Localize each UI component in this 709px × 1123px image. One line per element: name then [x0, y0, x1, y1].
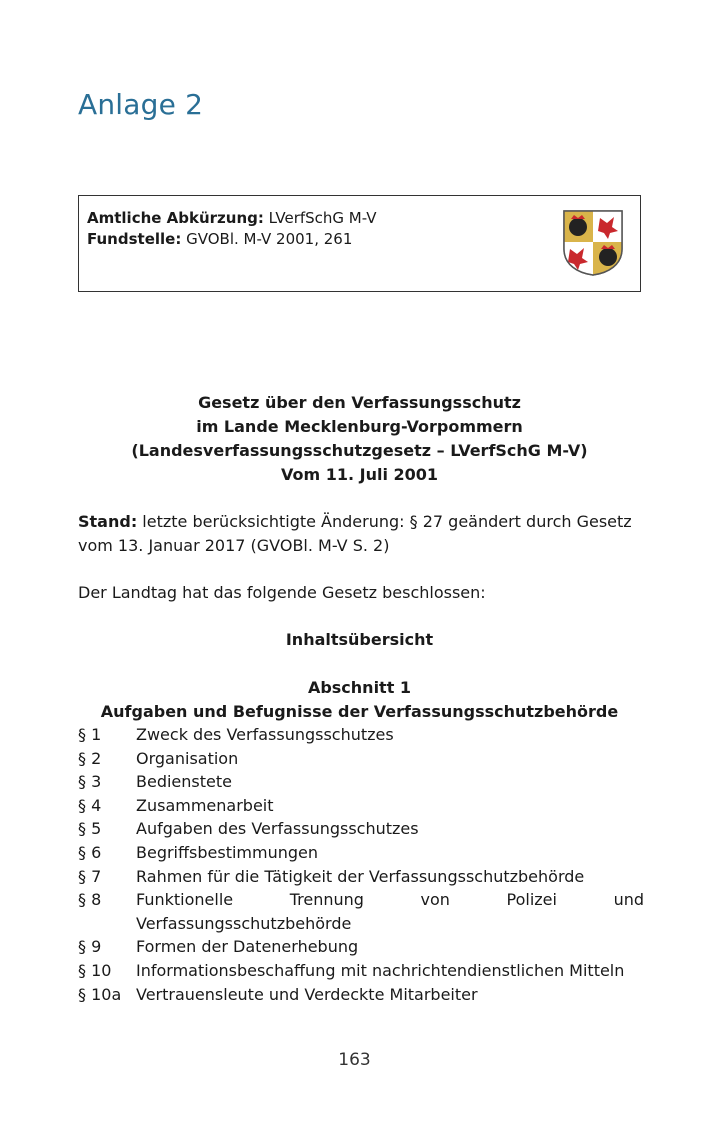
toc-item	[78, 723, 644, 747]
toc-item-text: Bedienstete	[136, 772, 232, 792]
toc-item-text: Begriffsbestimmungen	[136, 842, 319, 862]
status-text: letzte berücksichtigte Änderung: § 27 geändert durch Gesetz vom 13. Januar 2017 (GVOBl. M-V S. 2)	[78, 512, 632, 555]
toc-item-text: Zweck des Verfassungsschutzes	[136, 725, 394, 744]
amendment-status	[78, 510, 644, 558]
title-line-2: im Lande Mecklenburg-Vorpommern	[196, 417, 523, 436]
section-heading	[78, 676, 641, 724]
status-label: Stand:	[78, 512, 138, 531]
source-label: Fundstelle:	[87, 230, 182, 248]
page-heading: Anlage 2	[78, 88, 204, 121]
section-label: Abschnitt 1	[307, 678, 412, 697]
toc-item	[78, 935, 644, 959]
toc-item-number: § 5	[78, 819, 102, 839]
toc-item	[78, 983, 644, 1007]
abbreviation-label: Amtliche Abkürzung:	[87, 209, 264, 227]
law-title	[78, 391, 641, 487]
toc-item	[78, 959, 644, 983]
toc-item	[78, 794, 644, 818]
title-date: Vom 11. Juli 2001	[280, 465, 439, 484]
abbreviation-value: LVerfSchG M-V	[263, 209, 377, 227]
toc-item	[78, 817, 644, 841]
toc-list	[78, 723, 644, 1006]
official-abbreviation	[87, 208, 377, 228]
toc-item-number: § 7	[78, 866, 102, 886]
toc-item-number: § 6	[78, 842, 102, 862]
toc-item	[78, 841, 644, 865]
toc-item-number: § 9	[78, 937, 102, 957]
section-title: Aufgaben und Befugnisse der Verfassungsschutzbehörde	[100, 702, 619, 721]
toc-item	[78, 888, 644, 935]
toc-title: Inhaltsübersicht	[285, 630, 434, 649]
toc-item	[78, 865, 644, 889]
source-reference	[87, 229, 352, 249]
toc-item-text: Vertrauensleute und Verdeckte Mitarbeiter	[136, 984, 478, 1004]
source-value: GVOBl. M-V 2001, 261	[181, 230, 353, 248]
toc-item-text: Informationsbeschaffung mit nachrichtendienstlichen Mitteln	[136, 960, 625, 980]
title-line-3: (Landesverfassungsschutzgesetz – LVerfSchG M-V)	[131, 441, 588, 460]
toc-item-number: § 3	[78, 772, 102, 792]
coat-of-arms-icon	[562, 209, 624, 277]
enactment-clause: Der Landtag hat das folgende Gesetz beschlossen:	[78, 583, 486, 602]
toc-item-number: § 1	[78, 725, 102, 744]
toc-item-text: Aufgaben des Verfassungsschutzes	[136, 819, 419, 839]
toc-item	[78, 770, 644, 794]
title-line-1: Gesetz über den Verfassungsschutz	[198, 393, 521, 412]
toc-item-text: Zusammenarbeit	[136, 795, 274, 815]
toc-item-number: § 2	[78, 748, 102, 768]
toc-item-text: Organisation	[136, 748, 239, 768]
document-info-box	[78, 195, 641, 292]
toc-item-text: Rahmen für die Tätigkeit der Verfassungsschutzbehörde	[136, 866, 585, 886]
page-number: 163	[338, 1050, 371, 1070]
toc-item-number: § 10	[78, 960, 112, 980]
toc-item-number: § 8	[78, 890, 102, 910]
toc-item	[78, 747, 644, 771]
toc-item-text: Funktionelle Trennung von Polizei und Verfassungsschutzbehörde	[136, 890, 644, 933]
toc-item-number: § 10a	[78, 984, 122, 1004]
toc-item-text: Formen der Datenerhebung	[136, 937, 359, 957]
toc-item-number: § 4	[78, 795, 102, 815]
